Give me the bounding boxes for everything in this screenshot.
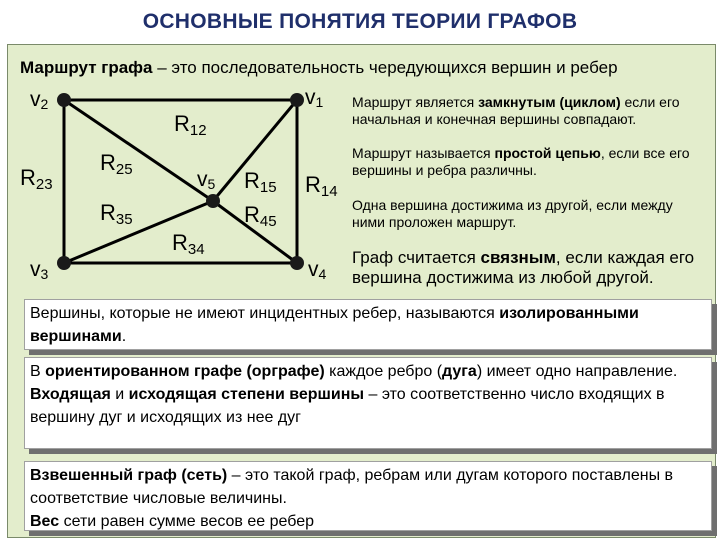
note-text: , если все его вершины и ребра различны. bbox=[352, 145, 690, 178]
vertex-dot-v3 bbox=[57, 256, 71, 270]
note-closed-route bbox=[352, 94, 712, 128]
isolated-vertices-box bbox=[24, 299, 712, 350]
note-reachability bbox=[352, 197, 697, 231]
vertex-label-v1: v1 bbox=[305, 86, 324, 110]
box-term: изолированными вершинами bbox=[30, 305, 639, 345]
edge-label-r45: R45 bbox=[244, 202, 277, 230]
route-definition-text: – это последовательность чередующихся вершин и ребер bbox=[152, 58, 618, 77]
edge-label-r23: R23 bbox=[20, 165, 53, 193]
note-text: Одна вершина достижима из другой, если между ними проложен маршрут. bbox=[352, 197, 673, 230]
weight-paragraph bbox=[30, 510, 706, 533]
box-text: В bbox=[30, 363, 46, 380]
note-term: связным bbox=[480, 248, 556, 267]
box-text: и bbox=[110, 386, 129, 403]
box-term: ориентированном графе (орграфе) bbox=[45, 363, 325, 380]
digraph-box bbox=[24, 357, 712, 449]
degree-paragraph bbox=[30, 383, 706, 429]
box-term: исходящая степени вершины bbox=[128, 386, 365, 403]
vertex-label-v5: v5 bbox=[197, 168, 216, 192]
note-term: замкнутым (циклом) bbox=[478, 94, 621, 110]
box-text: сети равен сумме весов ее ребер bbox=[59, 513, 315, 530]
box-text: каждое ребро ( bbox=[324, 363, 443, 380]
note-text: Маршрут называется bbox=[352, 145, 495, 161]
edge-line-r25 bbox=[64, 100, 213, 201]
vertex-label-v2: v2 bbox=[30, 88, 49, 112]
edge-label-r15: R15 bbox=[244, 168, 277, 196]
box-text: – это соответственно число входящих в вершину дуг и исходящих из нее дуг bbox=[30, 386, 665, 426]
note-term: простой цепью bbox=[494, 145, 601, 161]
vertex-dot-v2 bbox=[57, 93, 71, 107]
vertex-dot-v1 bbox=[290, 93, 304, 107]
note-text: Маршрут является bbox=[352, 94, 479, 110]
box-text: ) имеет одно направление. bbox=[476, 363, 678, 380]
box-text: . bbox=[121, 328, 127, 345]
note-text: , если каждая его вершина достижима из любой другой. bbox=[352, 248, 695, 287]
vertex-label-v4: v4 bbox=[308, 258, 327, 282]
weighted-graph-box bbox=[24, 461, 712, 531]
edge-label-r14: R14 bbox=[305, 172, 338, 200]
box-term: Входящая bbox=[30, 386, 111, 403]
note-text: если его начальная и конечная вершины совпадают. bbox=[352, 94, 680, 127]
note-simple-chain bbox=[352, 145, 717, 179]
edge-label-r35: R35 bbox=[100, 200, 133, 228]
edge-label-r34: R34 bbox=[172, 230, 205, 258]
digraph-paragraph bbox=[30, 360, 706, 383]
box-term: Вес bbox=[30, 513, 60, 530]
note-connected-graph bbox=[352, 248, 717, 288]
vertex-dot-v5 bbox=[206, 194, 220, 208]
page-title: ОСНОВНЫЕ ПОНЯТИЯ ТЕОРИИ ГРАФОВ bbox=[142, 10, 578, 33]
box-term: Взвешенный граф (сеть) bbox=[30, 467, 228, 484]
vertex-label-v3: v3 bbox=[30, 258, 49, 282]
edge-label-r12: R12 bbox=[174, 111, 207, 139]
route-term: Маршрут графа bbox=[20, 58, 153, 77]
weighted-paragraph bbox=[30, 464, 706, 510]
box-term: дуга bbox=[442, 363, 477, 380]
note-text: Граф считается bbox=[352, 248, 481, 267]
box-text: – это такой граф, ребрам или дугам которого поставлены в соответствие числовые величины. bbox=[30, 467, 674, 507]
edge-label-r25: R25 bbox=[100, 150, 133, 178]
box-text: Вершины, которые не имеют инцидентных ребер, называются bbox=[30, 305, 500, 322]
vertex-dot-v4 bbox=[290, 256, 304, 270]
